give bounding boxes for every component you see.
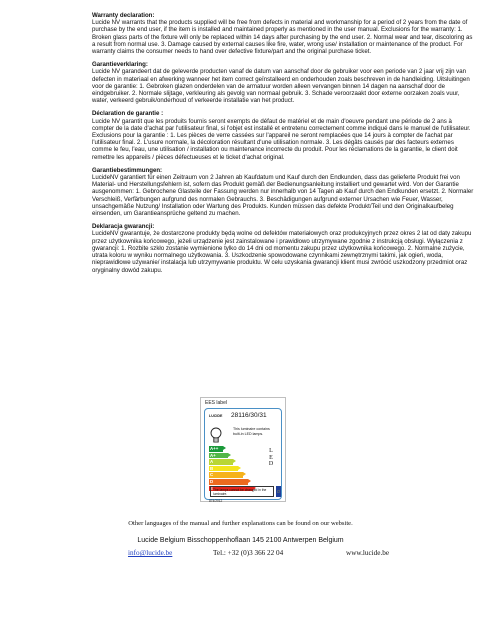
- section-heading: Deklaracja gwarancji:: [92, 223, 155, 231]
- section-body: LucideNV gwarantuje, że dostarczone produkty będą wolne od defektów materiałowych oraz produkcyjnych przez okres 2 lat od daty zakupu przez użytkownika końcowego, jeżeli urządzenie jest zainstalowane i prawidłowo utrzymywane zgodnie z instrukcją obsługi. Wyłączenia z gwarancji: 1. Rozbite szkło zostanie wymienione tylko do 14 dni od momentu zakupu przez użytkownika końcowego. 2. Normalne zużycie, utrata koloru w wyniku normalnego użytkowania. 3. Uszkodzenie spowodowane czynnikami zewnętrznymi takimi, jak ogień, woda, nieprawidłowe używanie/ instalacja lub utrzymywanie produktu. W celu uzyskania gwarancji klient musi zwrócić uszkodzony przedmiot oraz oryginalny dowód zakupu.: [92, 230, 472, 274]
- energy-label: [204, 408, 282, 503]
- section-body: LucideNV garantiert für einen Zeitraum von 2 Jahren ab Kaufdatum und Kauf durch den Endkunden, dass das gelieferte Produkt frei von Material- und Herstellungsfehlern ist, sofern das Produkt gemäß der Bedienungsanleitung installiert und gewartet wird. Von der Garantie ausgenommen: 1. Gebrochene Glasteile der Fassung werden nur innerhalb von 14 Tagen ab Kauf durch den Endkunden ersetzt. 2. Normaler Verschleiß, Verfärbungen aufgrund des normalen Gebrauchs. 3. Beschädigungen aufgrund externer Ursachen wie Feuer, Wasser, unsachgemäße Nutzung/ Installation oder Wartung des Produkts. Kunden müssen das defekte Produkt/Teil und den Originalkaufbeleg einsenden, um Garantieansprüche geltend zu machen.: [92, 174, 474, 218]
- eu-flag-icon: [276, 486, 281, 497]
- energy-class-bar: B: [209, 466, 238, 472]
- led-letter: L: [269, 448, 273, 454]
- ees-label-title: EES label: [205, 400, 227, 406]
- warranty-section-pl: [92, 223, 474, 273]
- brand-name: LUCIDE: [209, 414, 223, 418]
- warranty-text-block: [92, 12, 474, 280]
- section-heading: Garantieverklaring:: [92, 61, 148, 69]
- warranty-section-en: [92, 12, 474, 55]
- ees-label-card: [200, 397, 286, 502]
- lamp-icon: [210, 427, 222, 445]
- energy-class-bar: A+: [209, 453, 228, 459]
- section-heading: Déclaration de garantie :: [92, 110, 164, 118]
- led-letter: D: [268, 461, 274, 467]
- energy-class-bar: C: [209, 472, 243, 478]
- warranty-section-nl: [92, 61, 474, 104]
- section-body: Lucide NV warrants that the products supplied will be free from defects in material and workmanship for a period of 2 years from the date of purchase by the end user, if the item is installed and maintained properly as mentioned in the user manual. Exclusions for the warranty: 1. Broken glass parts of the fixture will only be replaced within 14 days after purchasing by the end user. 2. Normal wear and tear, discoloring as a result from normal use. 3. Damage caused by external causes like fire, water, wrong use/ installation or maintenance of the product. For warranty claims the consumer needs to hand over defective fixture/part and the original purchase ticket.: [92, 19, 473, 56]
- energy-class-bar: A: [209, 459, 233, 465]
- led-vertical-text: [267, 448, 275, 468]
- section-body: Lucide NV garantit que les produits fournis seront exempts de défaut de matériel et de main d'oeuvre pendant une période de 2 ans à compter de la date d'achat par l'utilisateur final, si l'objet est installé et entretenu correctement comme indiqué dans le manuel de l'utilisateur. Exclusions pour la garantie : 1. Les pièces de verre cassées sur l'appareil ne seront remplacées que 14 jours à compter de l'achat par l'utilisateur final. 2. L'usure normale, la décoloration résultant d'une utilisation normale. 3. Les dégâts causés par des facteurs externes comme le feu, l'eau, une utilisation / installation ou maintenance incorrecte du produit. Pour les réclamations de la garantie, le client doit remettre les appareils / pièces défectueuses et le ticket d'achat original.: [92, 117, 471, 161]
- led-letter: E: [269, 454, 273, 461]
- telephone: Tel.: +32 (0)3 366 22 04: [213, 549, 284, 557]
- section-heading: Garantiebestimmungen:: [92, 166, 163, 174]
- energy-class-bar: D: [209, 479, 248, 485]
- email-link[interactable]: info@lucide.be: [128, 549, 173, 557]
- warranty-section-fr: [92, 110, 474, 160]
- product-code: 28116/30/31: [231, 412, 267, 419]
- regulation-number: 874/2012: [209, 499, 223, 503]
- section-body: Lucide NV garandeert dat de geleverde producten vanaf de datum van aanschaf door de gebruiker voor een periode van 2 jaar vrij zijn van defecten in materiaal en afwerking wanneer het item correct geïnstalleerd en onderhouden zoals beschreven in de handleiding. Uitsluitingen voor de garantie: 1. Gebroken glazen onderdelen van de armatuur worden alleen vervangen binnen 14 dagen na aanschaf door de eindgebruiker. 2. Normale slijtage, verkleuring als gevolg van normaal gebruik. 3. Schade veroorzaakt door externe oorzaken zoals vuur, water, verkeerd gebruik/onderhoud of verkeerde installatie van het product.: [92, 68, 470, 105]
- contains-led-text: This luminaire contains built-in LED lamps.: [233, 427, 270, 436]
- website-link[interactable]: www.lucide.be: [346, 549, 390, 557]
- energy-class-bar: A++: [209, 446, 223, 452]
- footer-languages-note: Other languages of the manual and further explanations can be found on our website.: [128, 520, 353, 527]
- lamp-note: The lamps cannot be changed in the luminaire.: [210, 486, 274, 497]
- footer-company-address: Lucide Belgium Bisschoppenhoflaan 145 2100 Antwerpen Belgium: [137, 537, 344, 544]
- energy-class-bar: E: [209, 486, 253, 492]
- section-heading: Warranty declaration:: [92, 12, 155, 19]
- warranty-section-de: [92, 167, 474, 217]
